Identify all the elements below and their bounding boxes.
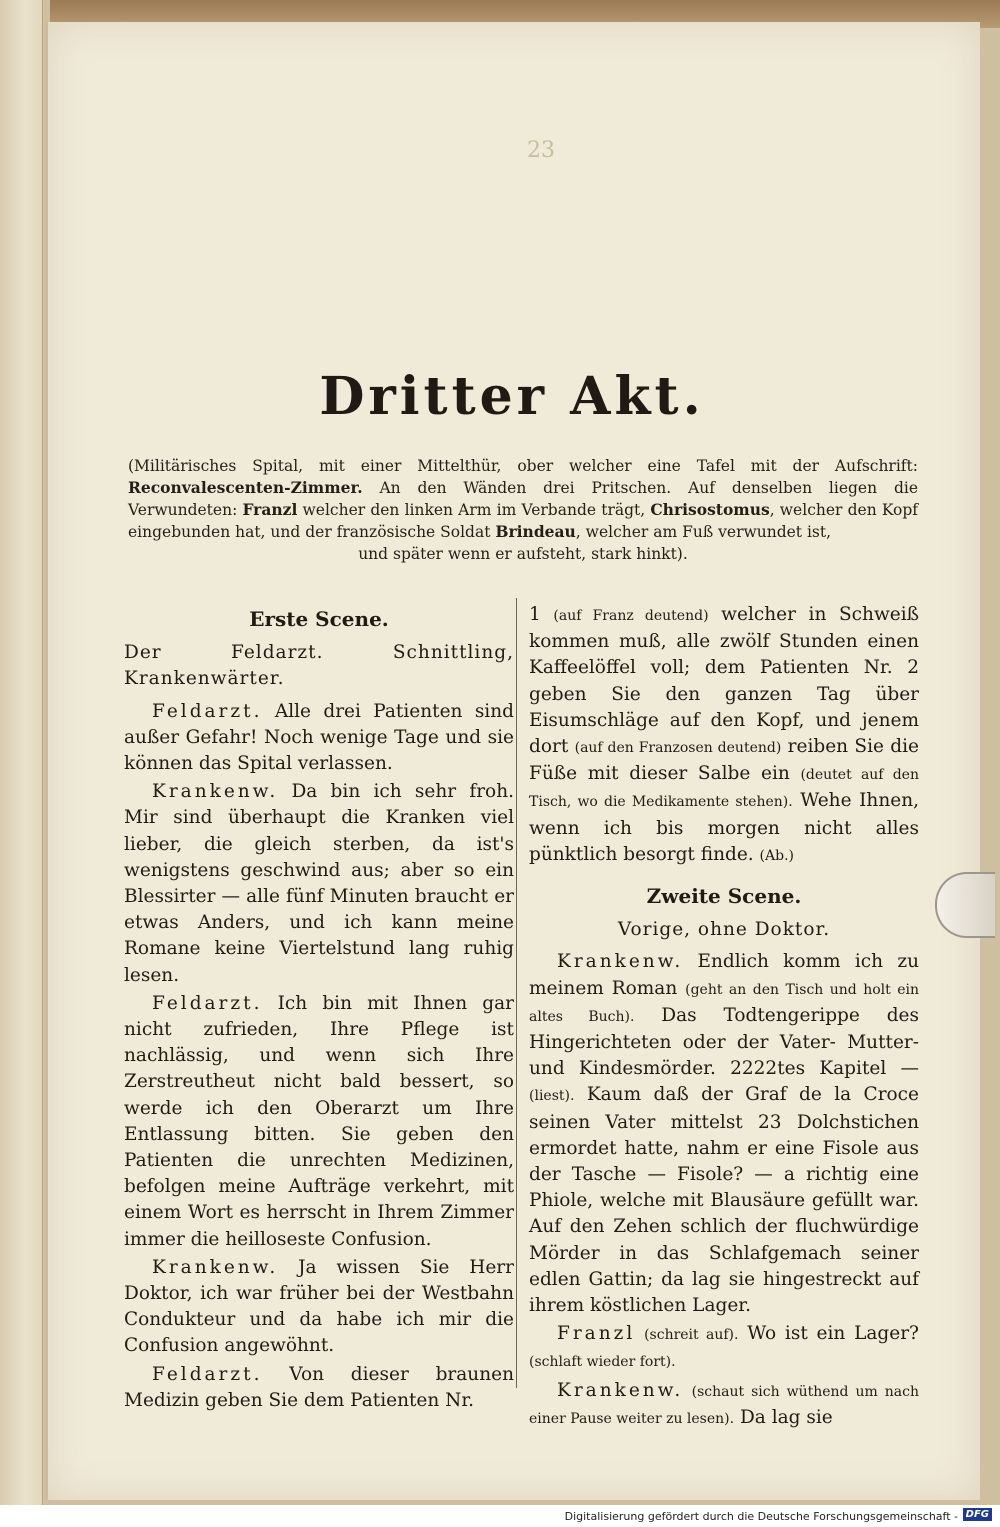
continued-paragraph (529, 602, 919, 869)
right-column (529, 602, 919, 1434)
speaker: Krankenw. (152, 1256, 279, 1278)
dialogue-paragraph (124, 699, 514, 778)
dialogue-text: Wehe Ihnen, wenn ich bis morgen nicht alles pünktlich besorgt finde. (529, 790, 919, 865)
dialogue-paragraph (124, 779, 514, 989)
speaker: Feldarzt. (152, 1363, 263, 1385)
dialogue-paragraph (529, 949, 919, 1319)
scene-title: Erste Scene. (249, 607, 389, 631)
stage-text: welcher den linken Arm im Verbande trägt, (297, 501, 651, 519)
dialogue-text: Endlich komm ich zu meinem Roman (529, 951, 919, 999)
page-number: 23 (527, 138, 555, 163)
dialogue-text: Da bin ich sehr froh. Mir sind überhaupt die Kranken viel lieber, die gleich sterben, da ist's wenigstens geschwind aus; aber so ein Blessirter — alle fünf Minuten braucht er etwas Anders, und ich kann meine Romane keine Viertelstund lang ruhig lesen. (124, 781, 514, 986)
stage-note: (liest). (529, 1088, 575, 1105)
act-title: Dritter Akt. (319, 366, 705, 427)
scene-cast: Vorige, ohne Doktor. (617, 919, 831, 941)
stage-note: (auf Franz deutend) (553, 608, 709, 624)
stage-text: , welcher den Kopf eingebunden hat, und der französische Soldat (128, 501, 918, 541)
stage-note: (schaut sich wüthend um nach einer Pause weiter zu lesen). (529, 1383, 919, 1427)
dialogue-text: 1 (529, 604, 554, 625)
dfg-logo: DFG (963, 1508, 992, 1521)
scene-title: Zweite Scene. (646, 884, 802, 909)
dialogue-text: Von dieser braunen Medizin geben Sie dem Patienten Nr. (124, 1363, 514, 1411)
exit-note: (Ab.) (759, 847, 794, 864)
stage-note: (deutet auf den Tisch, wo die Medikamente stehen). (529, 767, 919, 811)
stage-note: (schreit auf). (644, 1327, 739, 1344)
speaker: Krankenw. (152, 781, 279, 803)
dialogue-paragraph (124, 1362, 514, 1414)
room-sign: Reconvalescenten-Zimmer. (128, 478, 363, 497)
column-divider (516, 598, 517, 1388)
stage-note: (geht an den Tisch und holt ein altes Buch). (529, 981, 919, 1025)
dialogue-text: Kaum daß der Graf de la Croce seinen Vater mittelst 23 Dolchstichen ermordet hatte, nahm er eine Fisole aus der Tasche — Fisole? — a richtig eine Phiole, welche mit Blausäure gefüllt war. Auf den Zehen schlich der fluchwürdige Mörder in das Schlafgemach seiner edlen Gattin; da lag sie hingestreckt auf ihrem köstlichen Lager. (529, 1084, 919, 1317)
left-column (124, 602, 514, 1416)
speaker: Feldarzt. (152, 992, 263, 1014)
dialogue-text: welcher in Schweiß kommen muß, alle zwölf Stunden einen Kaffeelöffel voll; dem Patienten Nr. 2 geben Sie den ganzen Tag über Eisumschläge auf den Kopf, und jenem dort (529, 604, 920, 758)
dialogue-paragraph (124, 1255, 514, 1360)
footer-credit: Digitalisierung gefördert durch die Deutsche Forschungsgemeinschaft - (564, 1510, 958, 1523)
stage-last-line: und später wenn er aufsteht, stark hinkt). (358, 545, 688, 563)
book-spine (0, 0, 43, 1505)
speaker: Krankenw. (557, 1379, 684, 1401)
stage-note: (auf den Franzosen deutend) (574, 740, 782, 757)
speaker: Krankenw. (557, 951, 684, 973)
dialogue-text: Wo ist ein Lager? (738, 1323, 919, 1345)
stage-text: (Militärisches Spital, mit einer Mittelthür, ober welcher eine Tafel mit der Aufschrift: (128, 457, 918, 475)
dialogue-text: reiben Sie die Füße mit dieser Salbe ein (529, 736, 920, 785)
dialogue-text: Das Todtengerippe des Hingerichteten oder der Vater- Mutter- und Kindesmörder. 2222tes Kapitel — (529, 1004, 919, 1080)
dialogue-paragraph (529, 1321, 919, 1375)
character-name: Brindeau (495, 522, 576, 541)
speaker: Feldarzt. (152, 700, 263, 722)
dialogue-text: Da lag sie (734, 1406, 833, 1428)
speaker: Franzl (557, 1323, 636, 1345)
dialogue-text: Ich bin mit Ihnen gar nicht zufrieden, Ihre Pflege ist nachlässig, und wenn sich Ihre Zerstreutheut nicht bald bessert, so werde ich den Oberarzt um Ihre Entlassung bitten. Sie geben den Patienten die unrechten Medizinen, befolgen meine Aufträge verkehrt, mit einem Wort es herrscht in Ihrem Zimmer immer die heilloseste Confusion. (124, 992, 514, 1250)
stage-text: , welcher am Fuß verwundet ist, (575, 523, 832, 541)
page-tab (935, 872, 995, 938)
dialogue-paragraph (124, 991, 514, 1253)
dialogue-paragraph (529, 1378, 919, 1432)
stage-direction (128, 455, 918, 565)
scene-cast: Der Feldarzt. Schnittling, Krankenwärter. (124, 642, 514, 690)
dialogue-text: Ja wissen Sie Herr Doktor, ich war früher bei der Westbahn Condukteur und da habe ich mir die Confusion angewöhnt. (124, 1256, 514, 1357)
stage-note: (schlaft wieder fort). (529, 1354, 676, 1371)
character-name: Chrisostomus (650, 500, 770, 519)
dialogue-text: Alle drei Patienten sind außer Gefahr! Noch wenige Tage und sie können das Spital verlassen. (124, 700, 514, 775)
stage-text: An den Wänden drei Pritschen. Auf denselben liegen die Verwundeten: (128, 479, 918, 519)
character-name: Franzl (242, 500, 298, 519)
